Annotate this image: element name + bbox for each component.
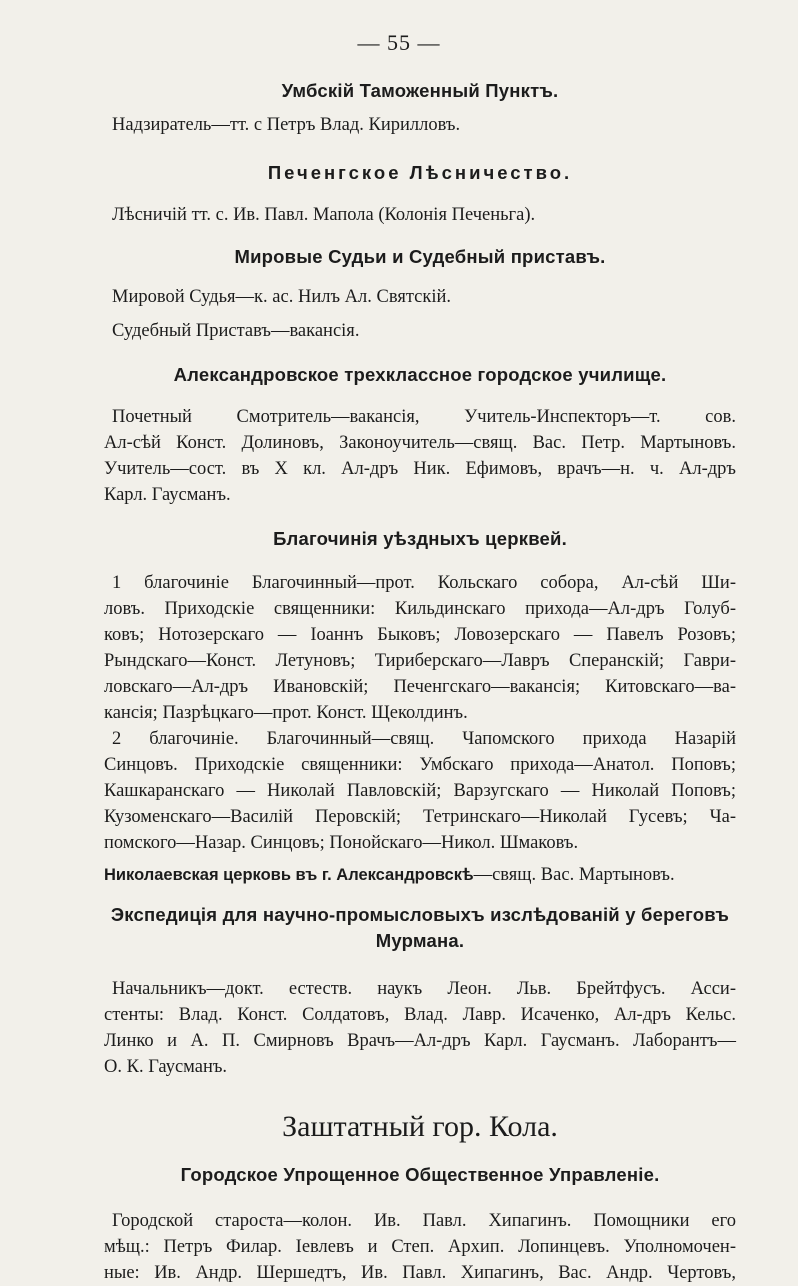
city-admin-line: ные: Ив. Андр. Шершедтъ, Ив. Павл. Хипагинъ, Вас. Андр. Чертовъ, bbox=[104, 1263, 736, 1283]
page-content bbox=[104, 72, 736, 1286]
deanery-line: 1 благочиніе Благочинный—прот. Кольскаго собора, Ал-сѣй Ши- bbox=[112, 573, 736, 593]
section-title-city-admin: Городское Упрощенное Общественное Управленіе. bbox=[180, 1164, 660, 1185]
section-title-school: Александровское трехклассное городское училище. bbox=[173, 364, 667, 385]
deanery-line: ловъ. Приходскіе священники: Кильдинскаго прихода—Ал-дръ Голуб- bbox=[104, 599, 736, 619]
school-line: Карл. Гаусманъ. bbox=[104, 485, 231, 505]
section-title-expedition bbox=[104, 902, 736, 954]
nikolaev-church-name: Николаевская церковь въ г. Александровскѣ bbox=[104, 866, 474, 884]
section-title-justices: Мировые Судьи и Судебный приставъ. bbox=[234, 246, 606, 267]
section-title-deaneries: Благочинія уѣздныхъ церквей. bbox=[273, 528, 567, 549]
school-line: Учитель—сост. въ Х кл. Ал-дръ Ник. Ефимовъ, врачъ—н. ч. Ал-дръ bbox=[104, 459, 736, 479]
deanery-line: Рындскаго—Конст. Летуновъ; Тириберскаго—Лавръ Сперанскій; Гаври- bbox=[104, 651, 736, 671]
expedition-line: О. К. Гаусманъ. bbox=[104, 1057, 228, 1077]
deanery-line: Кузоменскаго—Василій Перовскій; Тетринскаго—Николай Гусевъ; Ча- bbox=[104, 807, 736, 827]
expedition-line: стенты: Влад. Конст. Солдатовъ, Влад. Лавр. Исаченко, Ал-дръ Кельс. bbox=[104, 1005, 736, 1025]
nikolaev-church-priest: —свящ. Вас. Мартыновъ. bbox=[473, 865, 675, 885]
kola-heading: Заштатный гор. Кола. bbox=[282, 1110, 558, 1143]
deanery-line: кансія; Пазрѣцкаго—прот. Конст. Щеколдинъ. bbox=[104, 703, 468, 723]
deanery-line: ловскаго—Ал-дръ Ивановскій; Печенгскаго—вакансія; Китовскаго—ва- bbox=[104, 677, 736, 697]
page-number: — 55 — bbox=[357, 30, 441, 55]
nikolaev-church-line bbox=[104, 862, 736, 888]
justice-line-2: Судебный Приставъ—вакансія. bbox=[112, 321, 360, 341]
expedition-line: Линко и А. П. Смирновъ Врачъ—Ал-дръ Карл. Гаусманъ. Лаборантъ— bbox=[104, 1031, 736, 1051]
deanery-line: помского—Назар. Синцовъ; Понойскаго—Никол. Шмаковъ. bbox=[104, 833, 579, 853]
school-line: Ал-сѣй Конст. Долиновъ, Законоучитель—свящ. Вас. Петр. Мартыновъ. bbox=[104, 433, 736, 453]
school-paragraph bbox=[104, 404, 736, 508]
city-admin-line: Городской староста—колон. Ив. Павл. Хипагинъ. Помощники его bbox=[112, 1211, 736, 1231]
city-admin-paragraph bbox=[104, 1208, 736, 1286]
deanery-line: Кашкаранскаго — Николай Павловскій; Варзугскаго — Николай Поповъ; bbox=[104, 781, 736, 801]
deaneries-paragraph bbox=[104, 570, 736, 856]
deanery-line: ковъ; Нотозерскаго — Іоаннъ Быковъ; Ловозерскаго — Павелъ Розовъ; bbox=[104, 625, 736, 645]
expedition-paragraph bbox=[104, 976, 736, 1080]
umba-customs-text: Надзиратель—тт. с Петръ Влад. Кирилловъ. bbox=[112, 115, 461, 135]
expedition-title-line-2: Мурмана. bbox=[375, 930, 465, 951]
city-admin-line: мѣщ.: Петръ Филар. Іевлевъ и Степ. Архип. Лопинцевъ. Уполномочен- bbox=[104, 1237, 736, 1257]
school-line: Почетный Смотритель—вакансія, Учитель-Инспекторъ—т. сов. bbox=[112, 407, 736, 427]
section-title-umba-customs: Умбскій Таможенный Пунктъ. bbox=[281, 80, 559, 101]
expedition-title-line-1: Экспедиція для научно-промысловыхъ изслѣдованій у береговъ bbox=[110, 904, 730, 925]
deanery-line: 2 благочиніе. Благочинный—свящ. Чапомского прихода Назарій bbox=[112, 729, 736, 749]
expedition-line: Начальникъ—докт. естеств. наукъ Леон. Льв. Брейтфусъ. Асси- bbox=[112, 979, 736, 999]
deanery-line: Синцовъ. Приходскіе священники: Умбскаго прихода—Анатол. Поповъ; bbox=[104, 755, 736, 775]
section-title-pechenga-forestry: Печенгское Лѣсничество. bbox=[267, 162, 573, 183]
pechenga-forestry-text: Лѣсничій тт. с. Ив. Павл. Мапола (Колонія Печеньга). bbox=[112, 205, 536, 225]
justice-line-1: Мировой Судья—к. ас. Нилъ Ал. Святскій. bbox=[112, 287, 452, 307]
